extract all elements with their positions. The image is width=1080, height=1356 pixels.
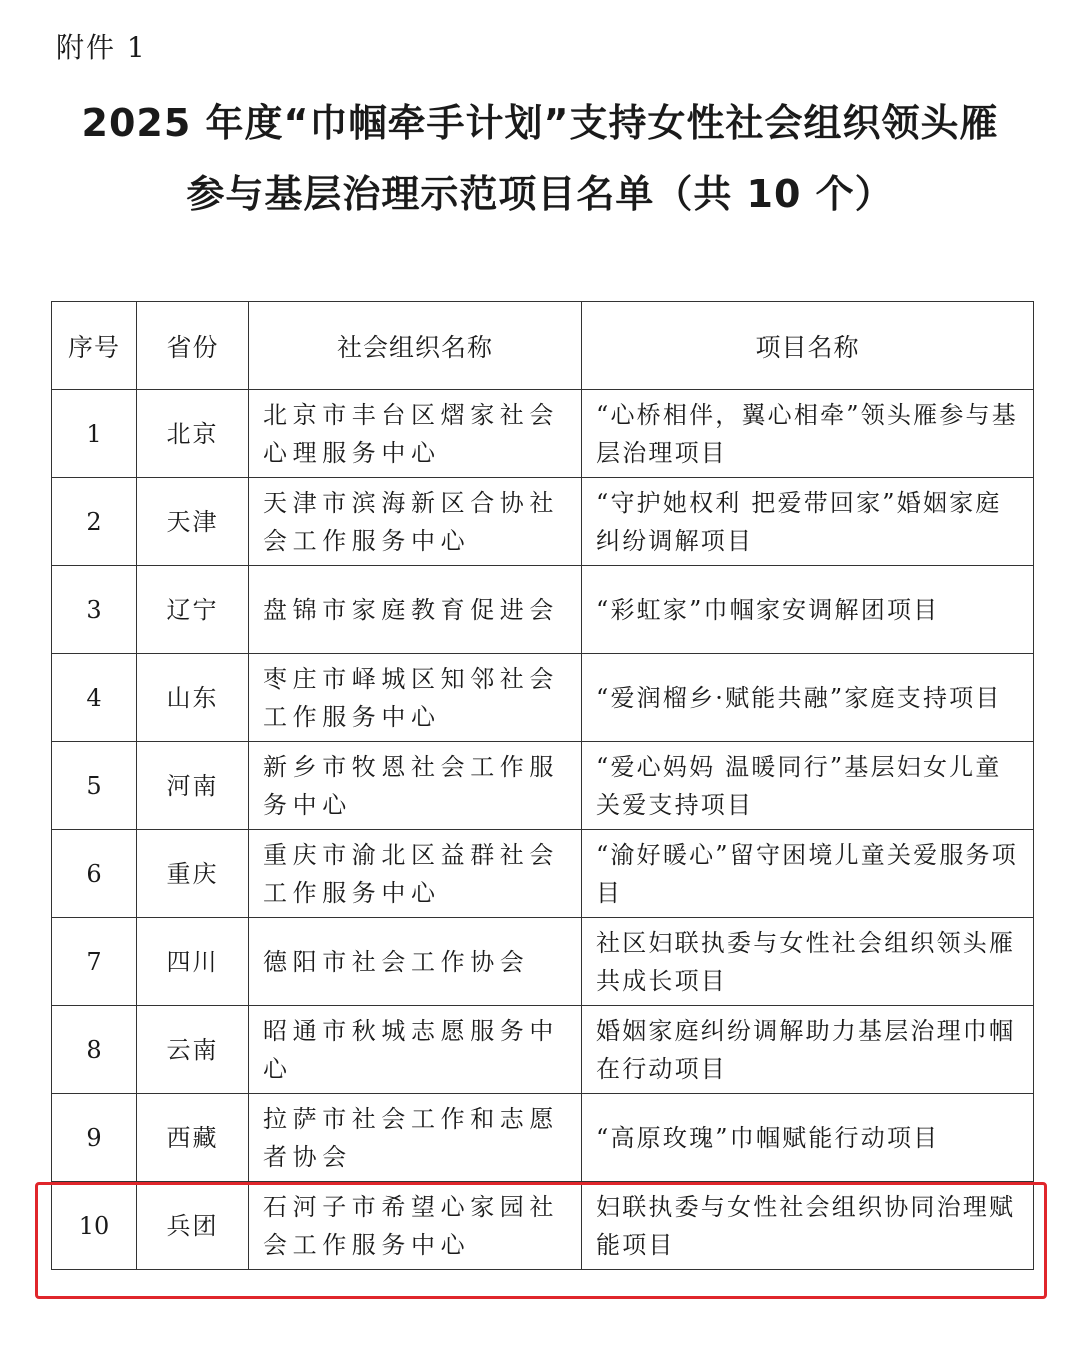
- row-organization: [249, 566, 582, 654]
- row-no: 6: [52, 830, 137, 918]
- row-no: 7: [52, 918, 137, 1006]
- header-organization: 社会组织名称: [249, 302, 582, 390]
- row-project-text: 妇联执委与女性社会组织协同治理赋能项目: [596, 1192, 1016, 1259]
- row-organization: [249, 918, 582, 1006]
- row-organization-text: 枣庄市峄城区知邻社会工作服务中心: [263, 664, 559, 731]
- row-organization: [249, 1006, 582, 1094]
- row-no: 10: [52, 1182, 137, 1270]
- table-row: [52, 830, 1034, 918]
- row-province: 兵团: [137, 1182, 249, 1270]
- row-no: 5: [52, 742, 137, 830]
- table-row: [52, 918, 1034, 1006]
- row-project-text: “守护她权利 把爱带回家”婚姻家庭纠纷调解项目: [596, 488, 1002, 555]
- row-organization: [249, 742, 582, 830]
- table-row: [52, 742, 1034, 830]
- row-organization: [249, 654, 582, 742]
- row-no: 2: [52, 478, 137, 566]
- row-project-text: “高原玫瑰”巾帼赋能行动项目: [596, 1123, 940, 1152]
- row-organization: [249, 1182, 582, 1270]
- row-project: [582, 566, 1034, 654]
- row-project: [582, 1094, 1034, 1182]
- row-project: [582, 742, 1034, 830]
- project-list-table: [51, 301, 1034, 1270]
- table-row: [52, 1182, 1034, 1270]
- row-project-text: “爱润榴乡·赋能共融”家庭支持项目: [596, 683, 1002, 712]
- row-project-text: “心桥相伴，翼心相牵”领头雁参与基层治理项目: [596, 400, 1018, 467]
- header-project: 项目名称: [582, 302, 1034, 390]
- row-province: 四川: [137, 918, 249, 1006]
- page-title-line-1: 2025 年度“巾帼牵手计划”支持女性社会组织领头雁: [81, 101, 999, 145]
- row-no: 8: [52, 1006, 137, 1094]
- row-project: [582, 390, 1034, 478]
- row-province: 重庆: [137, 830, 249, 918]
- row-project: [582, 918, 1034, 1006]
- row-organization-text: 拉萨市社会工作和志愿者协会: [263, 1104, 559, 1171]
- row-organization-text: 石河子市希望心家园社会工作服务中心: [263, 1192, 559, 1259]
- row-project: [582, 1006, 1034, 1094]
- table-row: [52, 390, 1034, 478]
- row-organization-text: 重庆市渝北区益群社会工作服务中心: [263, 840, 559, 907]
- page-title-line-2: 参与基层治理示范项目名单（共 10 个）: [186, 172, 894, 216]
- row-no: 3: [52, 566, 137, 654]
- row-organization: [249, 1094, 582, 1182]
- row-organization-text: 天津市滨海新区合协社会工作服务中心: [263, 488, 559, 555]
- row-organization: [249, 390, 582, 478]
- row-province: 天津: [137, 478, 249, 566]
- row-organization-text: 盘锦市家庭教育促进会: [263, 595, 559, 624]
- row-organization-text: 新乡市牧恩社会工作服务中心: [263, 752, 559, 819]
- row-organization-text: 北京市丰台区熠家社会心理服务中心: [263, 400, 559, 467]
- row-province: 云南: [137, 1006, 249, 1094]
- row-no: 1: [52, 390, 137, 478]
- row-province: 西藏: [137, 1094, 249, 1182]
- row-project: [582, 478, 1034, 566]
- row-project: [582, 1182, 1034, 1270]
- row-project-text: 婚姻家庭纠纷调解助力基层治理巾帼在行动项目: [596, 1016, 1016, 1083]
- row-project: [582, 654, 1034, 742]
- table-row: [52, 1094, 1034, 1182]
- table-row: [52, 478, 1034, 566]
- row-no: 9: [52, 1094, 137, 1182]
- row-province: 辽宁: [137, 566, 249, 654]
- row-project-text: “彩虹家”巾帼家安调解团项目: [596, 595, 940, 624]
- row-organization-text: 昭通市秋城志愿服务中心: [263, 1016, 559, 1083]
- row-project: [582, 830, 1034, 918]
- table-header-row: [52, 302, 1034, 390]
- row-project-text: “渝好暖心”留守困境儿童关爱服务项目: [596, 840, 1018, 907]
- row-project-text: “爱心妈妈 温暖同行”基层妇女儿童关爱支持项目: [596, 752, 1002, 819]
- row-organization: [249, 478, 582, 566]
- row-organization: [249, 830, 582, 918]
- header-province: 省份: [137, 302, 249, 390]
- row-province: 北京: [137, 390, 249, 478]
- row-project-text: 社区妇联执委与女性社会组织领头雁共成长项目: [596, 928, 1016, 995]
- row-organization-text: 德阳市社会工作协会: [263, 947, 530, 976]
- table-row: [52, 654, 1034, 742]
- row-province: 河南: [137, 742, 249, 830]
- attachment-label: 附件 1: [56, 31, 147, 64]
- header-no: 序号: [52, 302, 137, 390]
- table-row: [52, 566, 1034, 654]
- table-row: [52, 1006, 1034, 1094]
- row-no: 4: [52, 654, 137, 742]
- row-province: 山东: [137, 654, 249, 742]
